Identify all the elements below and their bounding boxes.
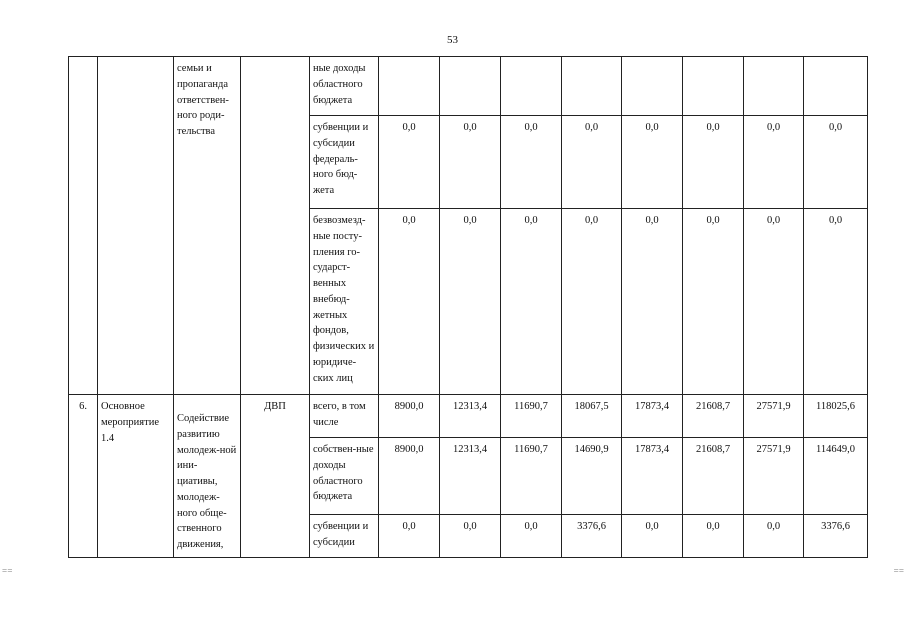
value-cell: 0,0 xyxy=(683,116,744,209)
value-cell xyxy=(440,57,501,116)
funding-source-cell: всего, в том числе xyxy=(310,395,379,438)
value-cell: 0,0 xyxy=(440,116,501,209)
value-cell: 0,0 xyxy=(501,116,562,209)
value-cell: 18067,5 xyxy=(562,395,622,438)
value-cell xyxy=(683,57,744,116)
value-cell: 8900,0 xyxy=(379,438,440,515)
value-cell: 0,0 xyxy=(562,209,622,395)
responsible-cell xyxy=(241,57,310,395)
value-cell: 114649,0 xyxy=(804,438,868,515)
funding-source-cell: собствен-ные доходы областного бюджета xyxy=(310,438,379,515)
value-cell: 0,0 xyxy=(622,116,683,209)
value-cell: 8900,0 xyxy=(379,395,440,438)
value-cell: 0,0 xyxy=(683,209,744,395)
table-row xyxy=(69,395,868,438)
value-cell xyxy=(744,57,804,116)
funding-source-cell: субвенции и субсидии xyxy=(310,515,379,558)
value-cell: 0,0 xyxy=(379,116,440,209)
value-cell: 27571,9 xyxy=(744,438,804,515)
value-cell: 11690,7 xyxy=(501,438,562,515)
funding-source-cell: ные доходы областного бюджета xyxy=(310,57,379,116)
value-cell: 0,0 xyxy=(562,116,622,209)
value-cell: 0,0 xyxy=(744,209,804,395)
measure-cell: Основное мероприятие 1.4 xyxy=(98,395,174,558)
value-cell: 21608,7 xyxy=(683,438,744,515)
value-cell: 0,0 xyxy=(440,515,501,558)
page-number: 53 xyxy=(447,34,458,46)
value-cell xyxy=(501,57,562,116)
value-cell: 0,0 xyxy=(622,515,683,558)
value-cell: 0,0 xyxy=(440,209,501,395)
value-cell: 0,0 xyxy=(683,515,744,558)
measure-cell xyxy=(98,57,174,395)
value-cell: 0,0 xyxy=(379,515,440,558)
value-cell: 0,0 xyxy=(744,515,804,558)
measure-title-cell: семьи и пропаганда ответствен-ного роди-тельства xyxy=(174,57,241,395)
measure-title-cell: Содействие развитию молодеж-ной ини-циативы, молодеж-ного обще-ственного движения, xyxy=(174,395,241,558)
value-cell: 0,0 xyxy=(501,209,562,395)
funding-source-cell: субвенции и субсидии федераль-ного бюд-жета xyxy=(310,116,379,209)
table-row xyxy=(69,57,868,116)
value-cell: 0,0 xyxy=(379,209,440,395)
value-cell: 17873,4 xyxy=(622,395,683,438)
value-cell: 21608,7 xyxy=(683,395,744,438)
value-cell xyxy=(804,57,868,116)
value-cell: 0,0 xyxy=(744,116,804,209)
value-cell: 0,0 xyxy=(804,209,868,395)
value-cell: 0,0 xyxy=(804,116,868,209)
value-cell: 27571,9 xyxy=(744,395,804,438)
scan-edge-mark: = = xyxy=(893,566,903,576)
scan-edge-mark: = = xyxy=(2,566,12,576)
value-cell: 11690,7 xyxy=(501,395,562,438)
value-cell: 3376,6 xyxy=(804,515,868,558)
value-cell: 14690,9 xyxy=(562,438,622,515)
value-cell: 0,0 xyxy=(622,209,683,395)
value-cell: 12313,4 xyxy=(440,395,501,438)
row-number-cell: 6. xyxy=(69,395,98,558)
value-cell xyxy=(562,57,622,116)
row-number-cell xyxy=(69,57,98,395)
budget-table xyxy=(68,56,868,558)
value-cell: 118025,6 xyxy=(804,395,868,438)
funding-source-cell: безвозмезд-ные посту-пления го-сударст-венных внебюд-жетных фондов, физических и юридиче-ских лиц xyxy=(310,209,379,395)
value-cell: 3376,6 xyxy=(562,515,622,558)
value-cell xyxy=(622,57,683,116)
value-cell xyxy=(379,57,440,116)
value-cell: 17873,4 xyxy=(622,438,683,515)
responsible-cell: ДВП xyxy=(241,395,310,558)
value-cell: 0,0 xyxy=(501,515,562,558)
value-cell: 12313,4 xyxy=(440,438,501,515)
